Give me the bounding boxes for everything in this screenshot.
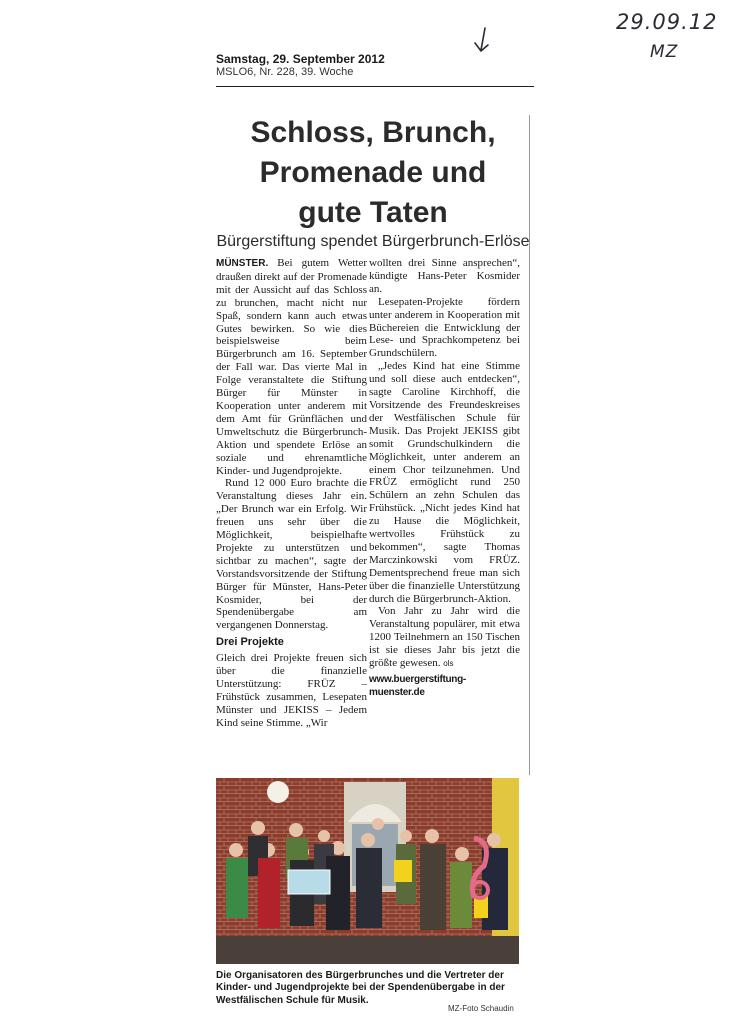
article-paragraph: Lesepaten-Projekte fördern unter anderem in Kooperation mit Büchereien die Entwicklung der Lese- und Sprachkompetenz bei Grundschülern. <box>369 295 520 360</box>
paragraph-text: Bei gutem Wetter draußen direkt auf der Promenade mit der Aussicht auf das Schloss zu brunchen, macht nicht nur Spaß, sondern kann auch etwas Gutes bewirken. So wie dies beispielsweise beim Bürgerbrunch am 16. September der Fall war. Das vierte Mal in Folge veranstaltete die Stiftung Bürger für Münster in Kooperation unter anderem mit dem Amt für Grünflächen und Umweltschutz die Bürgerbrunch-Aktion und spendete Erlöse an soziale und ehrenamtliche Kinder- und Jugendprojekte. <box>216 257 367 477</box>
article-paragraph <box>369 605 520 671</box>
article-column-left <box>216 257 367 730</box>
section-heading: Drei Projekte <box>216 636 284 649</box>
headline-line-1: Schloss, Brunch, <box>250 116 496 149</box>
issue-date: Samstag, 29. September 2012 <box>216 52 385 66</box>
article-paragraph: wollten drei Sinne ansprechen“, kündigte Hans-Peter Kosmider an. <box>369 257 520 295</box>
paragraph-text: Von Jahr zu Jahr wird die Veranstaltung populärer, mit etwa 1200 Teilnehmern an 150 Tischen ist sie dieses Jahr bis jetzt die größte gewesen. <box>369 605 520 670</box>
handwritten-initials: MZ <box>650 42 679 62</box>
photo-credit: MZ-Foto Schaudin <box>448 1004 514 1013</box>
newspaper-header <box>216 52 534 79</box>
headline-line-2: Promenade und <box>259 156 487 189</box>
article-paragraph: Rund 12 000 Euro brachte die Veranstaltung dieses Jahr ein. „Der Brunch war ein Erfolg. Wir freuen uns sehr über die Möglichkeit, beispielhafte Projekte zu unterstützen und sichtbar zu machen“, sagte der Vorstandsvorsitzende der Stiftung Bürger für Münster, Hans-Peter Kosmider, bei der Spendenübergabe am vergangenen Donnerstag. <box>216 477 367 632</box>
handwritten-date: 29.09.12 <box>616 10 718 34</box>
article-paragraph <box>216 257 367 477</box>
headline-line-3: gute Taten <box>298 196 448 229</box>
article-paragraph: „Jedes Kind hat eine Stimme und soll diese auch entdecken“, sagte Caroline Kirchhoff, die Vorsitzende des Freundeskreises der Westfälischen Schule für Musik. Das Projekt JEKISS gibt somit Grundschulkindern die Möglichkeit, unter anderem an einem Chor teilzunehmen. Und FRÜZ ermöglicht rund 250 Schülern an zehn Schulen das Frühstück. „Nicht jedes Kind hat zu Hause die Möglichkeit, wertvolles Frühstück zu bekommen“, sagte Thomas Marczinkowski vom FRÜZ. Dementsprechend freue man sich über die finanzielle Unterstützung durch die Bürgerbrunch-Aktion. <box>369 360 520 605</box>
author-tag: ols <box>443 659 454 669</box>
article-headline <box>216 113 530 233</box>
header-rule <box>216 86 534 87</box>
photo-caption: Die Organisatoren des Bürgerbrunches und die Vertreter der Kinder- und Jugendprojekte bei der Spendenübergabe in der Westfälischen Schule für Musik. <box>216 970 505 1006</box>
group-photo <box>216 778 519 964</box>
article-paragraph: Gleich drei Projekte freuen sich über die finanzielle Unterstützung: FRÜZ – Frühstück zusammen, Lesepaten Münster und JEKISS – Jedem Kind seine Stimme. „Wir <box>216 652 367 729</box>
website-link[interactable]: www.buergerstiftung-muenster.de <box>369 674 466 698</box>
article-column-right <box>369 257 520 699</box>
dateline: MÜNSTER. <box>216 258 269 269</box>
article-subheadline: Bürgerstiftung spendet Bürgerbrunch-Erlöse <box>216 233 530 250</box>
issue-number: MSLO6, Nr. 228, 39. Woche <box>216 66 354 78</box>
